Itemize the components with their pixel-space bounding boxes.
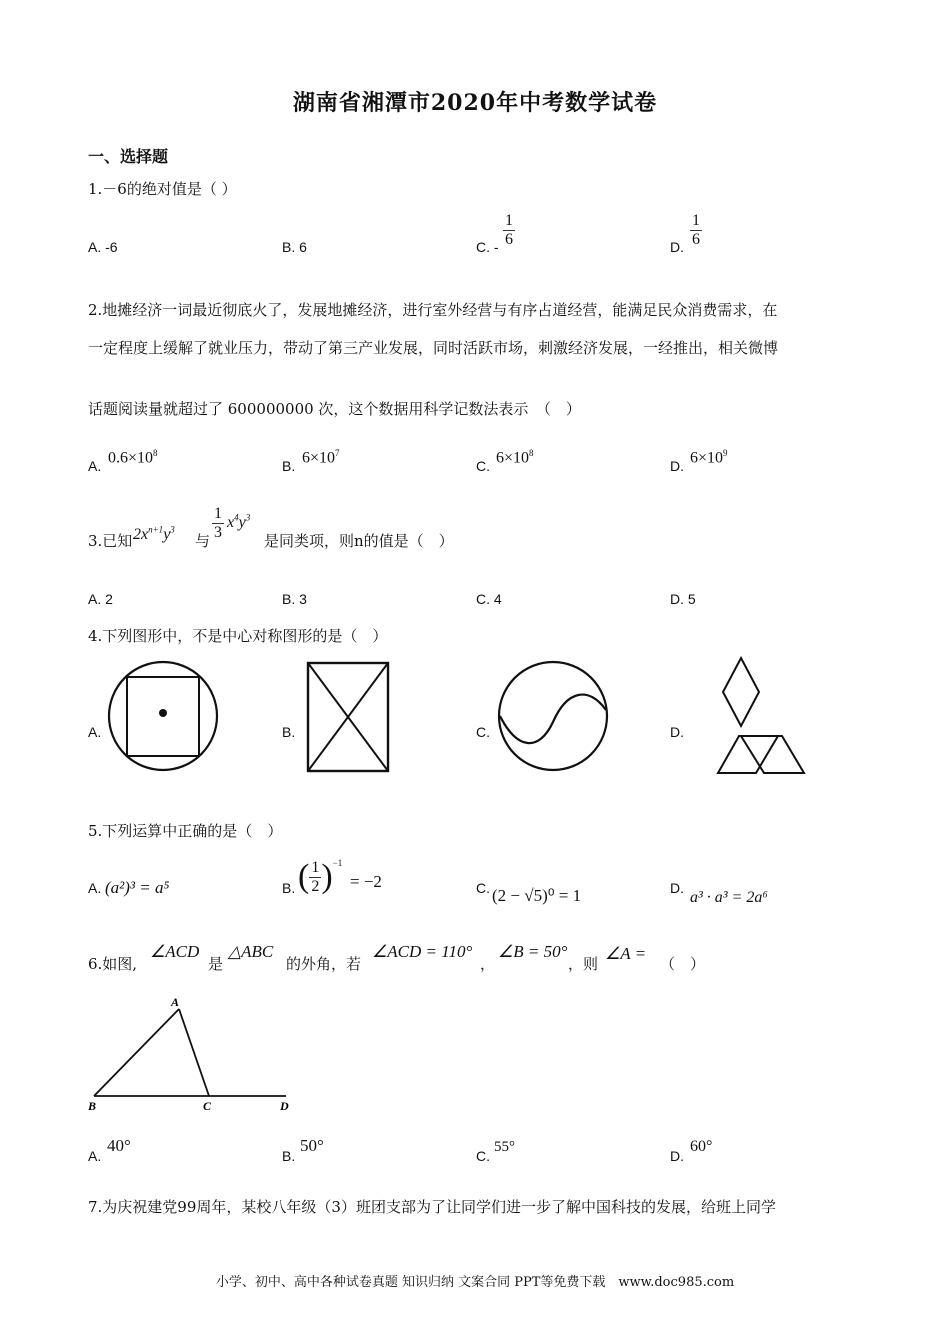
q6-triangle-figure — [86, 995, 306, 1115]
q6-triangle: △ABC — [228, 942, 274, 961]
vertex-label-b: B — [88, 1099, 97, 1113]
q1-option-c — [476, 239, 499, 255]
q1-option-b: B. 6 — [282, 239, 307, 255]
question-2-line-2: 一定程度上缓解了就业压力，带动了第三产业发展，同时活跃市场，刺激经济发展，一经推出，相关微博 — [88, 339, 779, 357]
q2-option-a-expr — [108, 448, 158, 467]
q2-b-exp: 7 — [335, 448, 340, 458]
section-heading: 一、选择题 — [88, 147, 169, 166]
fig-a-dot — [159, 709, 167, 717]
page-footer: 小学、初中、高中各种试卷真题 知识归纳 文案合同 PPT等免费下载 www.doc985.com — [215, 1275, 735, 1290]
fig-c-circle — [499, 662, 607, 770]
q3-option-a: A. 2 — [88, 591, 113, 607]
q3-option-d: D. 5 — [670, 591, 696, 607]
q1-option-a: A. -6 — [88, 239, 118, 255]
q4-figure-d — [718, 656, 808, 776]
question-2-line-1: 2.地摊经济一词最近彻底火了，发展地摊经济，进行室外经营与有序占道经营，能满足民众消费需求，在 — [88, 301, 778, 319]
q5-b-fraction — [309, 859, 321, 896]
q2-option-b-label: B. — [282, 458, 296, 474]
q3-t1-exp: n+1 — [148, 524, 164, 535]
q6-then: ，则 — [568, 955, 599, 973]
q3-frac-num: 1 — [214, 505, 222, 522]
q6-option-c-label: C. — [476, 1148, 490, 1164]
q1-option-c-label: C. - — [476, 239, 499, 255]
q3-t2-xexp: 4 — [234, 512, 239, 523]
q5-option-b-label: B. — [282, 880, 296, 896]
q2-option-d-expr — [690, 448, 728, 467]
q6-condition-2: ∠B = 50° — [498, 942, 568, 961]
fig-c-curve — [500, 695, 606, 744]
q3-option-c: C. 4 — [476, 591, 502, 607]
q6-option-a-value: 40° — [107, 1136, 131, 1155]
question-2-line-3: 话题阅读量就超过了 600000000 次，这个数据用科学记数法表示 （ ） — [88, 400, 581, 418]
q5-b-num: 1 — [311, 858, 320, 876]
q5-option-d-expr: a³ · a³ = 2a⁶ — [690, 889, 768, 906]
q5-b-den: 2 — [311, 877, 320, 895]
q6-condition-1: ∠ACD = 110° — [372, 942, 473, 961]
q5-option-b-rhs: = −2 — [350, 872, 382, 891]
q3-t1-y: y — [163, 526, 171, 543]
q5-b-open-paren: ( — [298, 858, 310, 895]
q6-mid: 的外角，若 — [286, 955, 362, 973]
q1-d-numerator: 1 — [692, 212, 700, 229]
q1-option-d-fraction — [690, 212, 702, 249]
q3-fraction — [212, 505, 224, 542]
question-6-prefix: 6.如图, — [88, 955, 138, 973]
q6-option-b-value: 50° — [300, 1136, 324, 1155]
q5-b-exp: −1 — [332, 858, 343, 868]
q6-option-d-label: D. — [670, 1148, 684, 1164]
q6-comma: ， — [480, 955, 496, 973]
q2-option-a-label: A. — [88, 458, 102, 474]
q6-angle-acd: ∠ACD — [150, 942, 200, 961]
q6-ask: ∠A = — [605, 944, 647, 963]
q5-option-c-label: C. — [476, 880, 490, 896]
q5-b-close-paren: ) — [321, 858, 333, 895]
q2-option-b-expr — [302, 448, 340, 467]
q5-option-d-label: D. — [670, 880, 684, 896]
vertex-label-d: D — [280, 1099, 289, 1113]
q4-option-b-label: B. — [282, 724, 296, 740]
q1-c-denominator: 6 — [505, 231, 513, 248]
fig-d-left-rhombus — [718, 736, 778, 773]
q3-t2-yexp: 3 — [245, 512, 251, 523]
q6-option-d-value: 60° — [690, 1138, 713, 1155]
q5-option-b-expr — [298, 858, 342, 896]
q6-option-a-label: A. — [88, 1148, 102, 1164]
q6-paren: （ ） — [660, 955, 706, 973]
q2-c-base: 6×10 — [496, 449, 530, 467]
fig-d-top-rhombus — [723, 658, 759, 726]
q5-option-a-expr: (a²)³ = a⁵ — [105, 878, 170, 897]
q4-option-d-label: D. — [670, 724, 684, 740]
q3-option-b: B. 3 — [282, 591, 307, 607]
page-title: 湖南省湘潭市2020年中考数学试卷 — [292, 90, 658, 116]
q1-option-d-label: D. — [670, 239, 684, 255]
segment-ab — [94, 1009, 179, 1096]
fig-d-right-rhombus — [741, 736, 804, 773]
q2-c-exp: 8 — [529, 448, 534, 458]
q1-option-c-fraction — [503, 212, 515, 249]
q6-is: 是 — [208, 955, 224, 973]
question-1-stem: 1.－6的绝对值是（ ） — [88, 180, 237, 198]
question-4-stem: 4.下列图形中，不是中心对称图形的是（ ） — [88, 627, 388, 645]
q2-d-base: 6×10 — [690, 449, 724, 467]
segment-ac — [179, 1009, 209, 1096]
q2-option-c-expr — [496, 448, 534, 467]
q2-d-exp: 9 — [723, 448, 728, 458]
question-3-prefix: 3.已知 — [88, 532, 133, 550]
q3-t1-yexp: 3 — [170, 524, 175, 535]
q5-option-c-expr: (2 − √5)⁰ = 1 — [492, 886, 582, 905]
q6-option-b-label: B. — [282, 1148, 296, 1164]
question-7-line-1: 7.为庆祝建党99周年，某校八年级（3）班团支部为了让同学们进一步了解中国科技的发展，给班上同学 — [88, 1198, 776, 1216]
q4-figure-a — [107, 660, 219, 772]
q3-t1-base: 2x — [133, 526, 149, 543]
q2-a-base: 0.6×10 — [108, 449, 154, 467]
q6-option-c-value: 55° — [494, 1139, 515, 1155]
question-5-stem: 5.下列运算中正确的是（ ） — [88, 822, 283, 840]
q3-frac-den: 3 — [214, 524, 222, 541]
q3-t2-y: y — [238, 514, 246, 531]
q3-and: 与 — [195, 532, 211, 550]
q4-option-a-label: A. — [88, 724, 102, 740]
q2-a-exp: 8 — [153, 448, 158, 458]
vertex-label-c: C — [203, 1099, 212, 1113]
q2-option-d-label: D. — [670, 458, 684, 474]
q3-term-1 — [133, 524, 175, 544]
q4-figure-c — [497, 660, 609, 772]
vertex-label-a: A — [171, 995, 180, 1009]
q3-t2-x: x — [227, 514, 235, 531]
q3-suffix: 是同类项，则n的值是（ ） — [264, 532, 454, 550]
q1-c-numerator: 1 — [505, 212, 513, 229]
q3-term-2 — [227, 512, 250, 532]
q2-b-base: 6×10 — [302, 449, 336, 467]
q5-option-a-label: A. — [88, 880, 102, 896]
q1-d-denominator: 6 — [692, 231, 700, 248]
q2-option-c-label: C. — [476, 458, 490, 474]
q4-option-c-label: C. — [476, 724, 490, 740]
q4-figure-b — [306, 661, 390, 773]
